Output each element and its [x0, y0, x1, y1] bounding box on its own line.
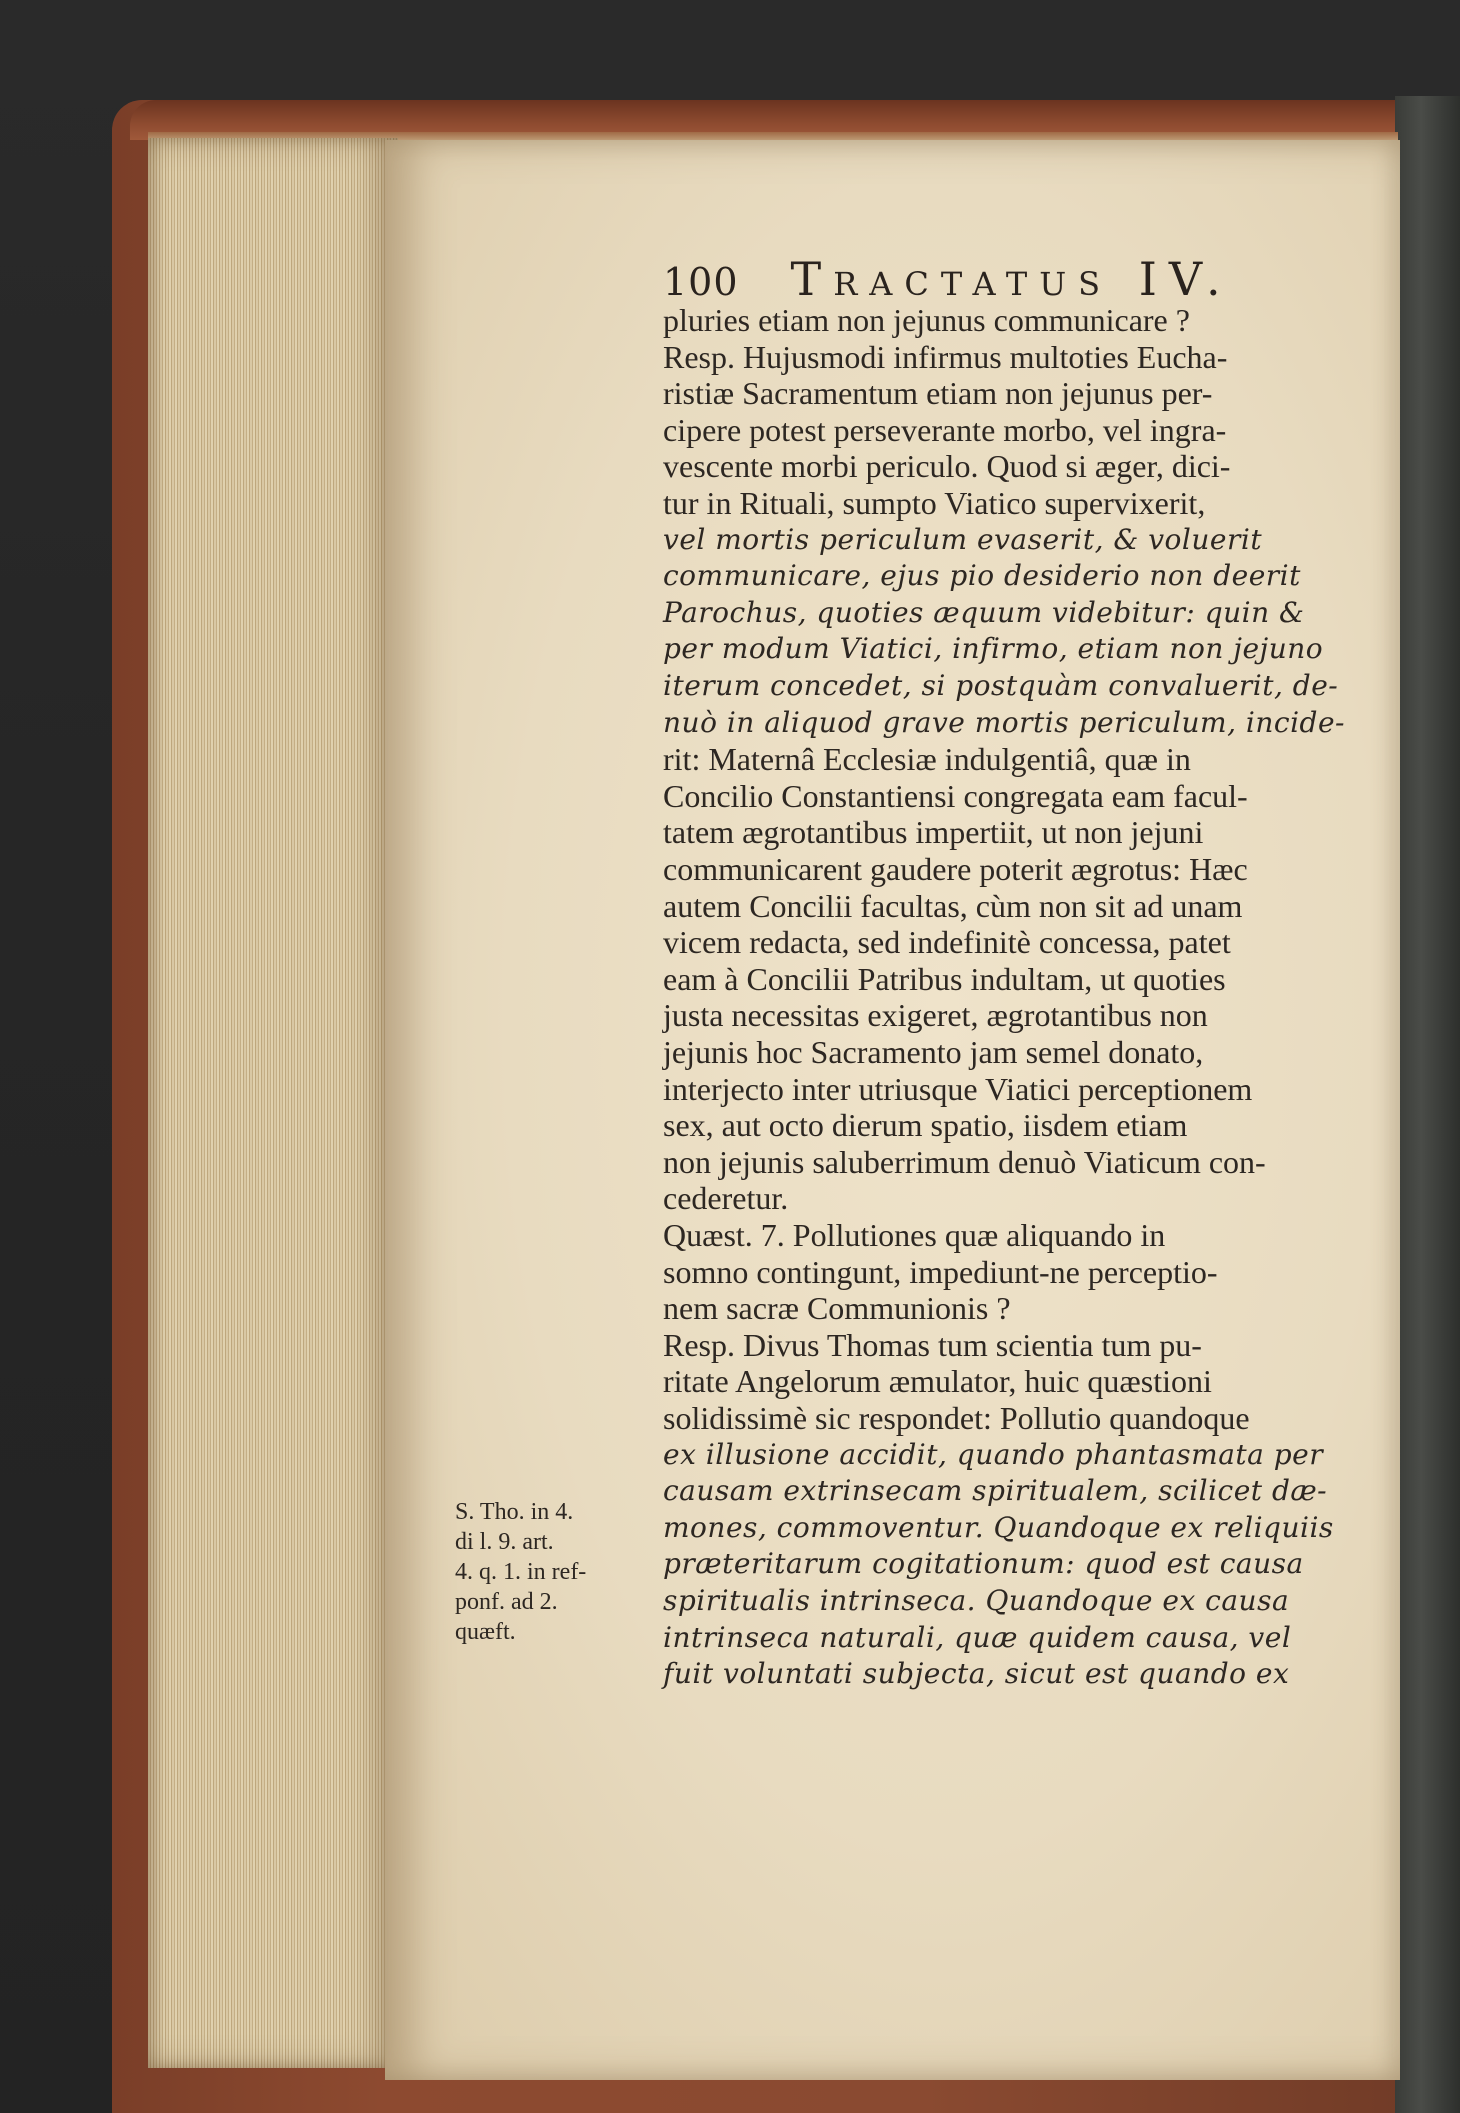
- text-line: vel mortis periculum evaserit, & voluerit: [663, 522, 1263, 556]
- text-line: communicarent gaudere poterit ægrotus: Hæc: [663, 851, 1248, 887]
- text-line: interjecto inter utriusque Viatici perceptionem: [663, 1070, 1253, 1107]
- text-line: Resp. Divus Thomas tum scientia tum pu-: [663, 1326, 1202, 1363]
- text-line: nem sacræ Communionis ?: [663, 1290, 1011, 1327]
- text-line: ex illusione accidit, quando phantasmata per: [663, 1437, 1324, 1471]
- margin-note-line: quæft.: [455, 1619, 516, 1645]
- margin-note-line: ponf. ad 2.: [455, 1589, 558, 1615]
- text-line: spiritualis intrinseca. Quandoque ex causa: [663, 1584, 1290, 1617]
- text-line: Resp. Hujusmodi infirmus multoties Eucha-: [663, 338, 1228, 375]
- text-line: vicem redacta, sed indefinitè concessa, patet: [663, 924, 1231, 961]
- text-line: tur in Rituali, sumpto Viatico supervixerit,: [663, 485, 1206, 521]
- text-line: sex, aut octo dierum spatio, iisdem etiam: [663, 1107, 1188, 1144]
- margin-note-line: 4. q. 1. in ref-: [455, 1559, 587, 1585]
- margin-note-line: S. Tho. in 4.: [455, 1499, 574, 1525]
- text-line: jejunis hoc Sacramento jam semel donato,: [663, 1034, 1204, 1070]
- page-block-edges: [148, 138, 398, 2068]
- text-line: Concilio Constantiensi congregata eam facul-: [663, 777, 1248, 814]
- text-line: ristiæ Sacramentum etiam non jejunus per-: [663, 375, 1213, 412]
- text-line: tatem ægrotantibus impertiit, ut non jejuni: [663, 814, 1204, 851]
- text-line: ritate Angelorum æmulator, huic quæstioni: [663, 1363, 1212, 1400]
- text-line: præteritarum cogitationum: quod est causa: [663, 1547, 1304, 1581]
- gutter-shadow: [1395, 96, 1460, 2113]
- text-line: autem Concilii facultas, cùm non sit ad unam: [663, 887, 1243, 924]
- text-line: iterum concedet, si postquàm convaluerit, de-: [663, 669, 1339, 702]
- text-line: rit: Maternâ Ecclesiæ indulgentiâ, quæ in: [663, 741, 1191, 778]
- text-line: per modum Viatici, infirmo, etiam non jejuno: [663, 632, 1324, 666]
- text-line: non jejunis saluberrimum denuò Viaticum con-: [663, 1143, 1266, 1180]
- text-line: pluries etiam non jejunus communicare ?: [663, 302, 1190, 338]
- text-line: cederetur.: [663, 1180, 789, 1217]
- text-line: fuit voluntati subjecta, sicut est quando ex: [663, 1657, 1290, 1691]
- text-line: justa necessitas exigeret, ægrotantibus non: [663, 997, 1208, 1034]
- text-line: Parochus, quoties æquum videbitur: quin &: [663, 595, 1305, 629]
- page-number: 100: [663, 260, 739, 304]
- text-line: vescente morbi periculo. Quod si æger, dici-: [663, 448, 1231, 485]
- text-line: nuò in aliquod grave mortis periculum, incide-: [663, 705, 1345, 739]
- text-line: intrinseca naturali, quæ quidem causa, vel: [663, 1620, 1292, 1654]
- text-line: solidissimè sic respondet: Pollutio quandoque: [663, 1400, 1250, 1436]
- text-line: cipere potest perseverante morbo, vel ingra-: [663, 411, 1227, 448]
- running-title: Tractatus IV.: [790, 252, 1233, 306]
- text-line: mones, commoventur. Quandoque ex reliquiis: [663, 1510, 1334, 1544]
- text-line: Quæst. 7. Pollutiones quæ aliquando in: [663, 1217, 1166, 1253]
- text-line: eam à Concilii Patribus indultam, ut quoties: [663, 960, 1226, 997]
- text-line: causam extrinsecam spiritualem, scilicet dæ-: [663, 1474, 1328, 1508]
- text-line: communicare, ejus pio desiderio non deerit: [663, 559, 1301, 593]
- margin-note-line: di l. 9. art.: [455, 1529, 554, 1555]
- text-line: somno contingunt, impediunt-ne perceptio-: [663, 1253, 1218, 1290]
